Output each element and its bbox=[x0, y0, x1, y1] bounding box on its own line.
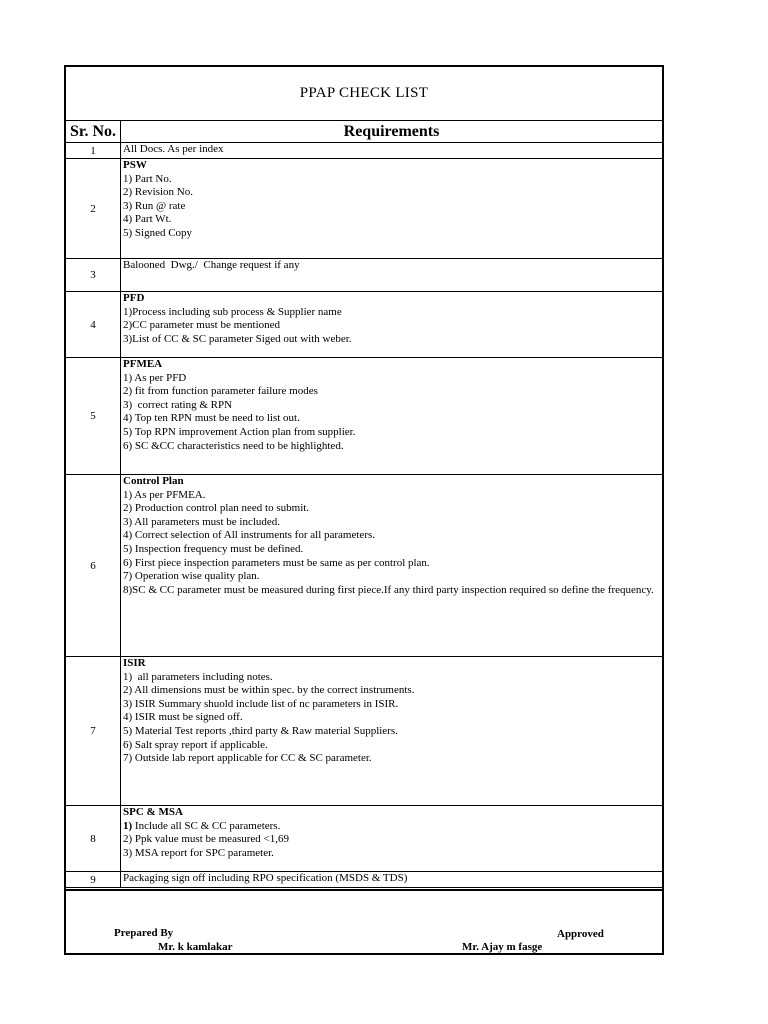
table-row bbox=[66, 657, 662, 806]
requirement-line: 4) Part Wt. bbox=[123, 213, 172, 226]
table-row bbox=[66, 358, 662, 475]
requirement-cell bbox=[121, 159, 663, 259]
prepared-by-name: Mr. k kamlakar bbox=[158, 941, 233, 953]
requirement-cell bbox=[121, 657, 663, 806]
serial-number: 2 bbox=[66, 159, 121, 259]
requirement-line: Packaging sign off including RPO specification (MSDS & TDS) bbox=[123, 872, 408, 884]
requirement-line: 3) Run @ rate bbox=[123, 199, 186, 212]
ppap-checklist-sheet bbox=[64, 65, 664, 955]
table-row bbox=[66, 292, 662, 358]
requirement-line: 2)CC parameter must be mentioned bbox=[123, 319, 281, 332]
table-row bbox=[66, 143, 662, 159]
requirement-line: 2) Ppk value must be measured <1,69 bbox=[123, 833, 289, 846]
requirement-line: 2) All dimensions must be within spec. by the correct instruments. bbox=[123, 684, 415, 697]
serial-number: 5 bbox=[66, 358, 121, 475]
section-heading: PFD bbox=[123, 292, 145, 304]
requirement-line: 8)SC & CC parameter must be measured during first piece.If any third party inspection required so define the frequency. bbox=[123, 583, 654, 596]
requirement-line: 6) SC &CC characteristics need to be highlighted. bbox=[123, 439, 344, 452]
requirement-line: 3) ISIR Summary shuold include list of nc parameters in ISIR. bbox=[123, 697, 399, 710]
serial-number: 6 bbox=[66, 475, 121, 657]
approved-by-name: Mr. Ajay m fasge bbox=[462, 941, 543, 953]
section-heading: ISIR bbox=[123, 657, 146, 669]
requirement-line: 7) Operation wise quality plan. bbox=[123, 570, 260, 583]
section-heading: Control Plan bbox=[123, 475, 184, 487]
requirement-cell bbox=[121, 259, 663, 292]
requirement-cell bbox=[121, 872, 663, 888]
requirement-line: 3)List of CC & SC parameter Siged out with weber. bbox=[123, 332, 352, 345]
serial-number: 3 bbox=[66, 259, 121, 292]
prepared-by-label: Prepared By bbox=[114, 927, 174, 939]
requirement-cell bbox=[121, 292, 663, 358]
requirement-line: 2) fit from function parameter failure modes bbox=[123, 385, 318, 398]
requirement-line: 2) Production control plan need to submit. bbox=[123, 502, 310, 515]
approved-label: Approved bbox=[557, 928, 604, 940]
table-row bbox=[66, 872, 662, 888]
header-requirements: Requirements bbox=[121, 121, 663, 143]
requirement-line: 3) MSA report for SPC parameter. bbox=[123, 846, 274, 859]
requirement-line: 2) Revision No. bbox=[123, 186, 193, 199]
serial-number: 8 bbox=[66, 806, 121, 872]
requirement-cell bbox=[121, 358, 663, 475]
requirement-line: Balooned Dwg./ Change request if any bbox=[123, 259, 300, 271]
requirement-line: 5) Top RPN improvement Action plan from supplier. bbox=[123, 425, 356, 438]
section-heading: PFMEA bbox=[123, 358, 163, 370]
requirement-line: 4) ISIR must be signed off. bbox=[123, 711, 243, 724]
requirement-line: 6) First piece inspection parameters must be same as per control plan. bbox=[123, 556, 430, 569]
checklist-table bbox=[66, 120, 662, 888]
requirement-line: All Docs. As per index bbox=[123, 143, 224, 155]
table-row bbox=[66, 475, 662, 657]
requirement-line: 5) Signed Copy bbox=[123, 226, 193, 239]
requirement-cell bbox=[121, 143, 663, 159]
requirement-line: 1)Process including sub process & Supplier name bbox=[123, 305, 342, 318]
serial-number: 7 bbox=[66, 657, 121, 806]
requirement-line: 6) Salt spray report if applicable. bbox=[123, 738, 268, 751]
requirement-cell bbox=[121, 806, 663, 872]
requirement-line: 3) All parameters must be included. bbox=[123, 515, 281, 528]
table-row bbox=[66, 259, 662, 292]
requirement-line: 5) Inspection frequency must be defined. bbox=[123, 542, 304, 555]
serial-number: 1 bbox=[66, 143, 121, 159]
requirement-line: 1) Part No. bbox=[123, 172, 172, 185]
requirement-line: 7) Outside lab report applicable for CC & SC parameter. bbox=[123, 752, 372, 765]
document-title: PPAP CHECK LIST bbox=[66, 67, 662, 121]
requirement-line: 1) all parameters including notes. bbox=[123, 670, 273, 683]
requirement-line: 1) As per PFD bbox=[123, 371, 187, 384]
requirement-line: 3) correct rating & RPN bbox=[123, 398, 233, 411]
section-heading: SPC & MSA bbox=[123, 806, 183, 818]
serial-number: 4 bbox=[66, 292, 121, 358]
serial-number: 9 bbox=[66, 872, 121, 888]
section-heading: PSW bbox=[123, 159, 147, 171]
signature-footer bbox=[66, 889, 662, 953]
table-row bbox=[66, 159, 662, 259]
requirement-line: 4) Top ten RPN must be need to list out. bbox=[123, 412, 300, 425]
requirement-line: 1) Include all SC & CC parameters. bbox=[123, 819, 281, 832]
requirement-line: 1) As per PFMEA. bbox=[123, 488, 206, 501]
requirement-line: 4) Correct selection of All instruments for all parameters. bbox=[123, 529, 376, 542]
header-sr-no: Sr. No. bbox=[66, 121, 121, 143]
header-row bbox=[66, 121, 662, 143]
table-row bbox=[66, 806, 662, 872]
requirement-cell bbox=[121, 475, 663, 657]
requirement-line: 5) Material Test reports ,third party & Raw material Suppliers. bbox=[123, 724, 398, 737]
